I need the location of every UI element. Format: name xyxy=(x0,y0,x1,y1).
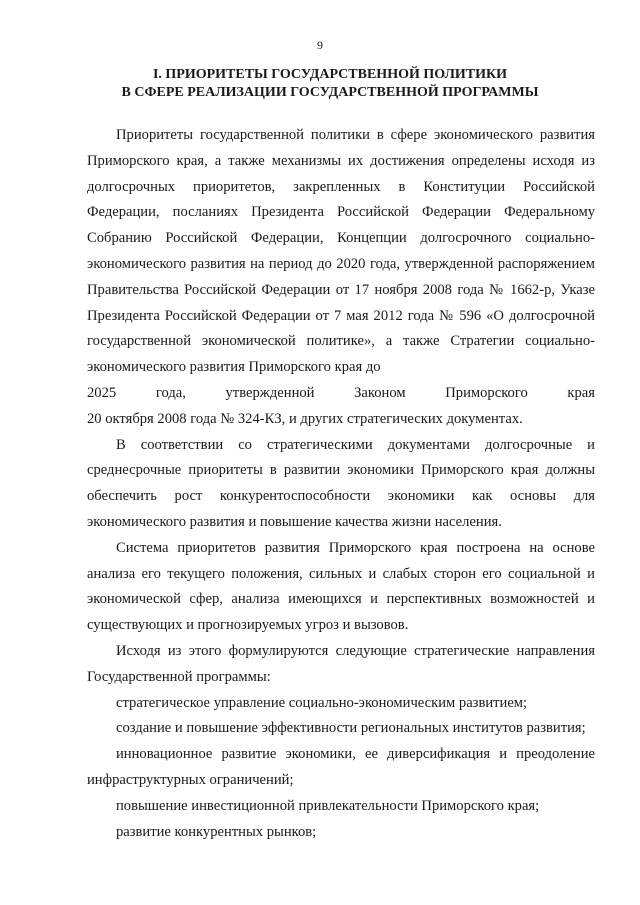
direction-item: стратегическое управление социально-экономическим развитием; xyxy=(116,694,528,711)
page-number: 9 xyxy=(317,38,323,52)
paragraph-strategic-documents: В соответствии со стратегическими документами долгосрочные и среднесрочные приоритеты в развитии экономики Приморского края должны обеспечить рост конкурентоспособности экономики как основы для экономического развития и повышение качества жизни населения. xyxy=(87,436,595,530)
direction-item: создание и повышение эффективности региональных институтов развития; xyxy=(116,720,586,737)
direction-item: развитие конкурентных рынков; xyxy=(116,823,317,840)
section-heading-line-2: В СФЕРЕ РЕАЛИЗАЦИИ ГОСУДАРСТВЕННОЙ ПРОГРАММЫ xyxy=(121,85,539,100)
direction-item: повышение инвестиционной привлекательности Приморского края; xyxy=(116,797,540,814)
paragraph-priorities-line: 2025 года, утвержденной Законом Приморского края xyxy=(87,384,595,401)
section-heading-line-1: I. ПРИОРИТЕТЫ ГОСУДАРСТВЕННОЙ ПОЛИТИКИ xyxy=(152,67,508,82)
paragraph-priorities-text: Приоритеты государственной политики в сфере экономического развития Приморского края, а также механизмы их достижения определены исходя из долгосрочных приоритетов, закрепленных в Конституции Российской Федерации, посланиях Президента Российской Федерации Федеральному Собранию Российской Федерации, Концепции долгосрочного социально-экономического развития на период до 2020 года, утвержденной распоряжением Правительства Российской Федерации от 17 ноября 2008 года № 1662-р, Указе Президента Российской Федерации от 7 мая 2012 года № 596 «О долгосрочной государственной экономической политике», а также Стратегии социально-экономического развития Приморского края до xyxy=(87,127,595,376)
section-heading xyxy=(60,66,600,102)
paragraph-directions-intro: Исходя из этого формулируются следующие стратегические направления Государственной программы: xyxy=(87,642,595,685)
paragraph-priorities xyxy=(87,123,595,433)
paragraph-priorities-end: 20 октября 2008 года № 324-КЗ, и других стратегических документах. xyxy=(87,410,523,427)
direction-item: инновационное развитие экономики, ее диверсификация и преодоление инфраструктурных ограничений; xyxy=(87,746,595,788)
paragraph-priority-system: Система приоритетов развития Приморского края построена на основе анализа его текущего положения, сильных и слабых сторон его социальной и экономической сфер, анализа имеющихся и перспективных возможностей и существующих и прогнозируемых угроз и вызовов. xyxy=(87,539,595,634)
document-body xyxy=(87,123,595,845)
